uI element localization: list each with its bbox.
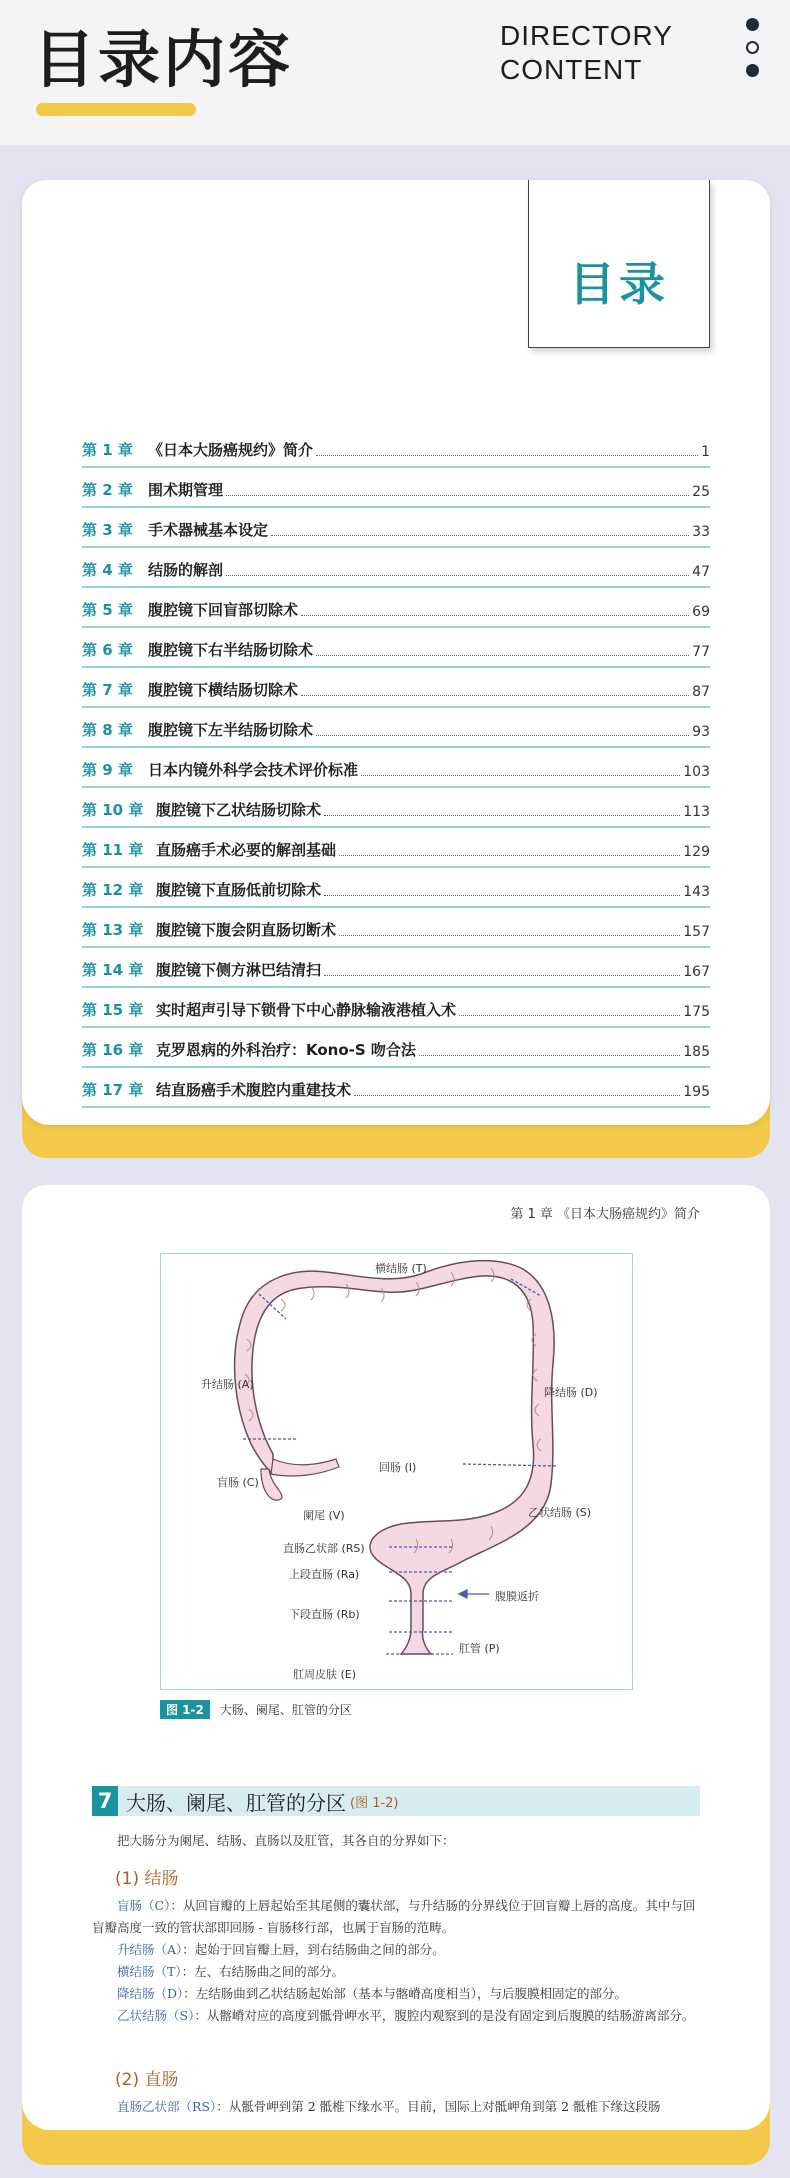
text-cecum: ：从回盲瓣的上唇起始至其尾侧的囊状部，与升结肠的分界线位于回盲瓣上唇的高度。其中与回盲瓣高度一致的管状部即回肠 - 盲肠移行部，也属于盲肠的范畴。 <box>92 1898 696 1935</box>
page-header <box>0 0 790 145</box>
toc-leader-dots <box>324 815 680 816</box>
toc-page-number: 195 <box>683 1084 710 1100</box>
toc-entry[interactable] <box>82 548 710 588</box>
toc-chapter-title: 日本内镜外科学会技术评价标准 <box>148 761 359 779</box>
toc-entry[interactable] <box>82 948 710 988</box>
english-title-line2: CONTENT <box>500 54 643 85</box>
label-cecum: 盲肠 (C) <box>217 1476 259 1489</box>
paragraph-transverse <box>92 1961 702 1983</box>
toc-page-number: 113 <box>683 804 710 820</box>
term-rs: 直肠乙状部（RS） <box>117 2099 217 2114</box>
toc-entry[interactable] <box>82 508 710 548</box>
toc-chapter-title: 结肠的解剖 <box>148 561 224 579</box>
label-ascending: 升结肠 (A) <box>201 1378 254 1391</box>
paragraph-ascending <box>92 1939 702 1961</box>
toc-heading: 目录 <box>569 257 669 311</box>
toc-entry[interactable] <box>82 628 710 668</box>
term-sigmoid: 乙状结肠（S） <box>117 2008 195 2023</box>
toc-page-number: 175 <box>683 1004 710 1020</box>
toc-leader-dots <box>301 615 689 616</box>
subheading-rectum: (2) 直肠 <box>115 2070 179 2090</box>
toc-leader-dots <box>226 575 689 576</box>
label-transverse: 横结肠 (T) <box>375 1262 427 1275</box>
toc-leader-dots <box>226 495 689 496</box>
english-title <box>500 19 673 87</box>
section-figure-ref: (图 1-2) <box>350 1795 399 1811</box>
label-peritoneal: 腹膜返折 <box>495 1590 539 1603</box>
toc-entry[interactable] <box>82 748 710 788</box>
toc-entry[interactable] <box>82 868 710 908</box>
toc-entry[interactable] <box>82 1068 710 1108</box>
more-dots-icon[interactable] <box>746 18 760 87</box>
text-sigmoid: ：从髂嵴对应的高度到骶骨岬水平，腹腔内观察到的是没有固定到后腹膜的结肠游离部分。 <box>194 2008 695 2023</box>
section-title: 大肠、阑尾、肛管的分区 <box>126 1790 346 1815</box>
paragraph-cecum <box>92 1895 702 1939</box>
toc-entry[interactable] <box>82 468 710 508</box>
toc-leader-dots <box>459 1015 680 1016</box>
paragraph-descending <box>92 1983 702 2005</box>
toc-chapter-title: 结直肠癌手术腹腔内重建技术 <box>156 1081 352 1099</box>
text-ascending: ：起始于回盲瓣上唇，到右结肠曲之间的部分。 <box>182 1942 445 1957</box>
subheading-colon: (1) 结肠 <box>115 1869 179 1889</box>
ileum-shape <box>271 1459 339 1476</box>
toc-chapter-number: 第 16 章 <box>82 1041 144 1059</box>
toc-leader-dots <box>339 935 680 936</box>
term-transverse: 横结肠（T） <box>117 1964 182 1979</box>
text-rs: ：从骶骨岬到第 2 骶椎下缘水平。目前，国际上对骶岬角到第 2 骶椎下缘这段肠 <box>216 2099 661 2114</box>
toc-chapter-number: 第 11 章 <box>82 841 144 859</box>
toc-leader-dots <box>271 535 689 536</box>
title-underline <box>36 103 196 116</box>
term-cecum: 盲肠（C） <box>117 1898 171 1913</box>
toc-chapter-title: 腹腔镜下左半结肠切除术 <box>148 721 314 739</box>
section-heading <box>92 1786 700 1816</box>
toc-chapter-title: 腹腔镜下侧方淋巴结清扫 <box>156 961 322 979</box>
toc-entry[interactable] <box>82 908 710 948</box>
toc-chapter-number: 第 10 章 <box>82 801 144 819</box>
toc-chapter-title: 腹腔镜下乙状结肠切除术 <box>156 801 322 819</box>
figure-number: 图 1-2 <box>160 1700 210 1719</box>
toc-chapter-title: 实时超声引导下锁骨下中心静脉输液港植入术 <box>156 1001 457 1019</box>
label-ileum: 回肠 (I) <box>379 1461 417 1474</box>
toc-chapter-number: 第 1 章 <box>82 441 133 459</box>
toc-chapter-title: 克罗恩病的外科治疗：Kono-S 吻合法 <box>156 1041 416 1059</box>
running-head: 第 1 章 《日本大肠癌规约》简介 <box>510 1207 700 1222</box>
toc-leader-dots <box>419 1055 680 1056</box>
toc-chapter-number: 第 3 章 <box>82 521 133 539</box>
label-rs: 直肠乙状部 (RS) <box>283 1542 365 1555</box>
toc-heading-tab <box>528 180 710 348</box>
toc-page-number: 157 <box>683 924 710 940</box>
toc-page-number: 87 <box>692 684 710 700</box>
label-perianal: 肛周皮肤 (E) <box>293 1668 357 1681</box>
toc-leader-dots <box>301 695 689 696</box>
toc-leader-dots <box>316 455 698 456</box>
toc-entry[interactable] <box>82 668 710 708</box>
toc-chapter-title: 围术期管理 <box>148 481 224 499</box>
toc-entry[interactable] <box>82 1028 710 1068</box>
label-ra: 上段直肠 (Ra) <box>289 1568 360 1581</box>
toc-chapter-title: 腹腔镜下横结肠切除术 <box>148 681 299 699</box>
toc-page-number: 1 <box>701 444 710 460</box>
toc-chapter-number: 第 13 章 <box>82 921 144 939</box>
toc-chapter-number: 第 9 章 <box>82 761 133 779</box>
dot-icon <box>746 41 759 54</box>
toc-chapter-number: 第 12 章 <box>82 881 144 899</box>
toc-chapter-number: 第 15 章 <box>82 1001 144 1019</box>
intro-paragraph: 把大肠分为阑尾、结肠、直肠以及肛管，其各自的分界如下： <box>117 1833 455 1848</box>
toc-chapter-title: 腹腔镜下直肠低前切除术 <box>156 881 322 899</box>
toc-entry[interactable] <box>82 428 710 468</box>
toc-page-number: 167 <box>683 964 710 980</box>
section-number: 7 <box>92 1786 118 1816</box>
toc-chapter-number: 第 7 章 <box>82 681 133 699</box>
figure-caption <box>160 1700 352 1719</box>
paragraph-sigmoid <box>92 2005 702 2027</box>
toc-entry[interactable] <box>82 588 710 628</box>
term-descending: 降结肠（D） <box>117 1986 184 2001</box>
dot-icon <box>746 18 759 31</box>
toc-chapter-title: 直肠癌手术必要的解剖基础 <box>156 841 337 859</box>
toc-list <box>82 428 710 1108</box>
toc-page-number: 103 <box>683 764 710 780</box>
toc-leader-dots <box>339 855 680 856</box>
toc-page-number: 93 <box>692 724 710 740</box>
text-transverse: ：左、右结肠曲之间的部分。 <box>181 1964 345 1979</box>
toc-entry[interactable] <box>82 828 710 868</box>
toc-entry[interactable] <box>82 708 710 748</box>
toc-chapter-title: 腹腔镜下右半结肠切除术 <box>148 641 314 659</box>
toc-leader-dots <box>324 895 680 896</box>
page-title: 目录内容 <box>33 23 294 96</box>
dot-icon <box>746 64 759 77</box>
toc-leader-dots <box>316 655 689 656</box>
toc-leader-dots <box>354 1095 680 1096</box>
label-appendix: 阑尾 (V) <box>303 1509 345 1522</box>
label-descending: 降结肠 (D) <box>544 1386 598 1399</box>
toc-leader-dots <box>316 735 689 736</box>
toc-chapter-title: 腹腔镜下回盲部切除术 <box>148 601 299 619</box>
label-sigmoid: 乙状结肠 (S) <box>528 1506 592 1519</box>
colon-figure <box>160 1253 633 1690</box>
toc-chapter-number: 第 2 章 <box>82 481 133 499</box>
text-descending: ：左结肠曲到乙状结肠起始部（基本与髂嵴高度相当），与后腹膜相固定的部分。 <box>183 1986 628 2001</box>
toc-page-number: 25 <box>692 484 710 500</box>
toc-page-number: 185 <box>683 1044 710 1060</box>
term-ascending: 升结肠（A） <box>117 1942 183 1957</box>
toc-leader-dots <box>361 775 680 776</box>
toc-entry[interactable] <box>82 988 710 1028</box>
toc-chapter-number: 第 14 章 <box>82 961 144 979</box>
toc-chapter-number: 第 4 章 <box>82 561 133 579</box>
toc-page-number: 69 <box>692 604 710 620</box>
toc-chapter-title: 《日本大肠癌规约》简介 <box>148 441 314 459</box>
toc-page-number: 47 <box>692 564 710 580</box>
toc-page-number: 129 <box>683 844 710 860</box>
paragraph-rs <box>92 2096 702 2118</box>
toc-chapter-title: 腹腔镜下腹会阴直肠切断术 <box>156 921 337 939</box>
english-title-line1: DIRECTORY <box>500 20 673 51</box>
toc-leader-dots <box>324 975 680 976</box>
label-anal: 肛管 (P) <box>459 1642 500 1655</box>
toc-chapter-title: 手术器械基本设定 <box>148 521 269 539</box>
toc-chapter-number: 第 6 章 <box>82 641 133 659</box>
toc-page-number: 143 <box>683 884 710 900</box>
toc-entry[interactable] <box>82 788 710 828</box>
figure-caption-text: 大肠、阑尾、肛管的分区 <box>219 1703 352 1717</box>
toc-chapter-number: 第 8 章 <box>82 721 133 739</box>
toc-page-number: 77 <box>692 644 710 660</box>
label-rb: 下段直肠 (Rb) <box>289 1608 360 1621</box>
toc-page-number: 33 <box>692 524 710 540</box>
toc-chapter-number: 第 5 章 <box>82 601 133 619</box>
toc-chapter-number: 第 17 章 <box>82 1081 144 1099</box>
